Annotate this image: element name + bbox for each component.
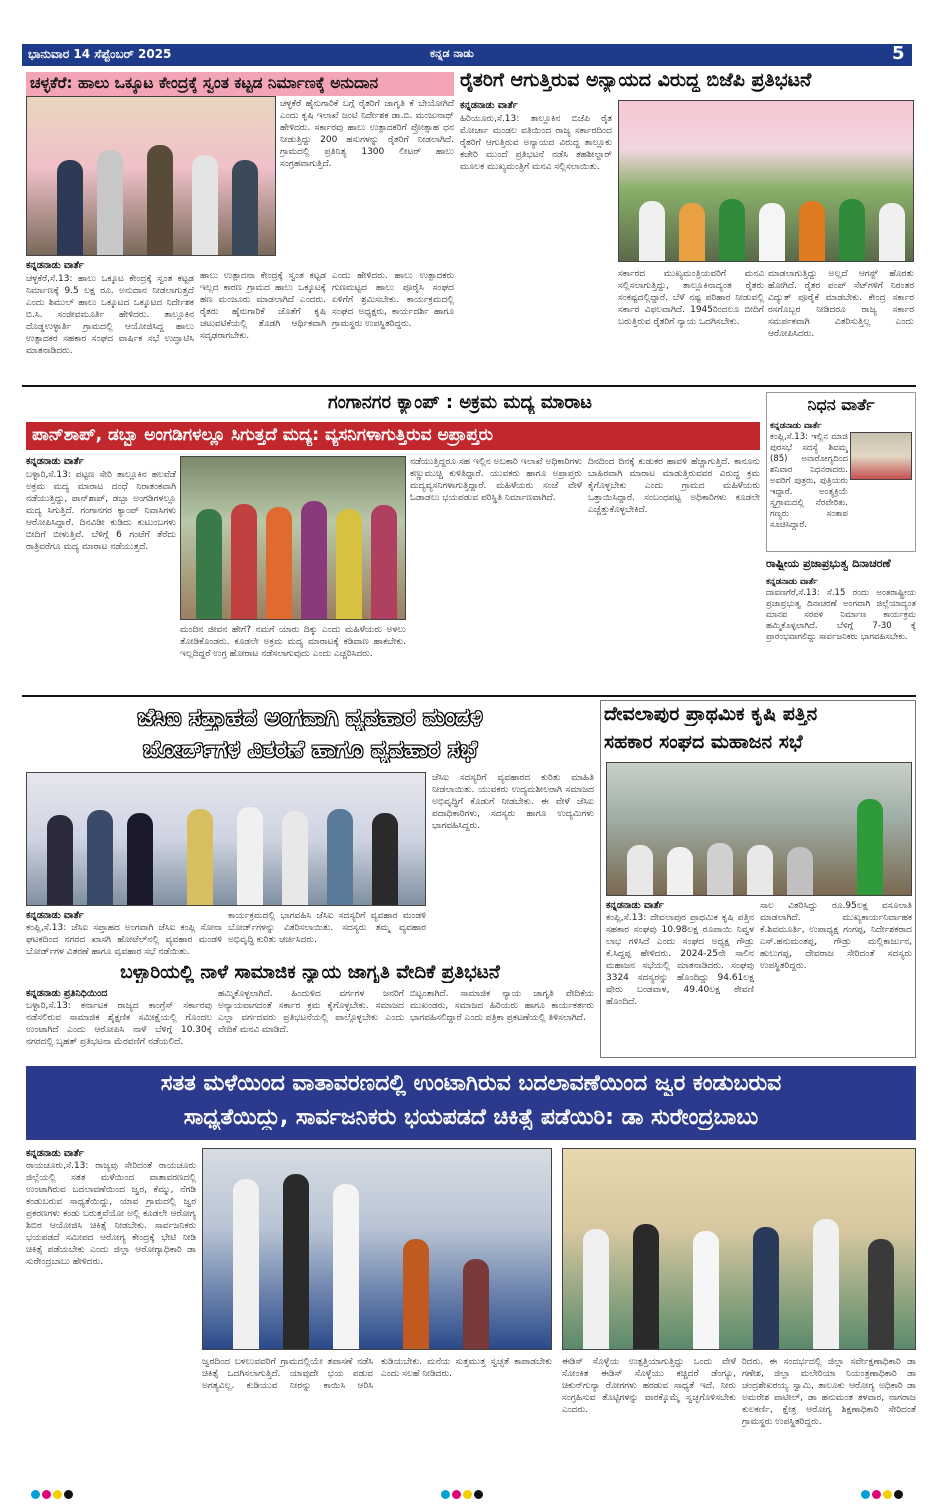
obituary-body: ಕಂಪ್ಲಿ,ಸೆ.13: ಇಲ್ಲಿನ ಮಾಜಿ ಪುರಸಭೆ ಸದಸ್ಯೆ ಶಿವಮ್ಮ (85) ಅನಾರೋಗ್ಯದಿಂದ ಶನಿವಾರ ನಿಧನರಾದರು. ಅವರಿಗೆ ಪುತ್ರರು, ಪುತ್ರಿಯರು ಇದ್ದಾರೆ. ಅಂತ್ಯಕ್ರಿಯೆ ಸ್ವಗ್ರಾಮದಲ್ಲಿ ನೆರವೇರಿತು. ಗಣ್ಯರು ಸಂತಾಪ ಸೂಚಿಸಿದ್ದಾರೆ. [770, 432, 848, 530]
print-registration-marks-center [440, 1484, 484, 1503]
fever-body-2: ಜ್ವರದಿಂದ ಬಳಲುವವರಿಗೆ ಗ್ರಾಮದಲ್ಲಿಯೇ ತಪಾಸಣೆ ನಡೆಸಿ ಚಿಕಿತ್ಸೆ ಒದಗಿಸಲಾಗುತ್ತಿದೆ. ಯಾವುದೇ ಭಯ ಪಡುವ ಅಗತ್ಯವಿಲ್ಲ. ಕುಡಿಯುವ ನೀರನ್ನು ಕಾಯಿಸಿ ಆರಿಸಿ ಕುಡಿಯಬೇಕು. ಮನೆಯ ಸುತ್ತಮುತ್ತ ಸ್ವಚ್ಛತೆ ಕಾಪಾಡಬೇಕು ಎಂದು ಸಲಹೆ ನೀಡಿದರು. [202, 1357, 552, 1391]
jci-byline: ಕನ್ನಡನಾಡು ವಾರ್ತೆ [26, 910, 84, 921]
story3-headline: ಪಾನ್‌ಶಾಪ್, ಡಬ್ಬಾ ಅಂಗಡಿಗಳಲ್ಲೂ ಸಿಗುತ್ತದೆ ಮದ್ಯ: ವ್ಯಸನಿಗಳಾಗುತ್ತಿರುವ ಅಪ್ರಾಪ್ತರು [32, 426, 494, 445]
democracy-body: ದಾವಣಗೆರೆ,ಸೆ.13: ಸೆ.15 ರಂದು ಅಂತರಾಷ್ಟ್ರೀಯ ಪ್ರಜಾಪ್ರಭುತ್ವ ದಿನಾಚರಣೆ ಅಂಗವಾಗಿ ಜಿಲ್ಲೆಯಾದ್ಯಂತ ಮಾನವ ಸರಪಳಿ ನಿರ್ಮಾಣ ಕಾರ್ಯಕ್ರಮ ಹಮ್ಮಿಕೊಳ್ಳಲಾಗಿದೆ. ಬೆಳಿಗ್ಗೆ 7-30 ಕ್ಕೆ ಪ್ರಾರಂಭವಾಗಲಿದ್ದು ಸಾರ್ವಜನಿಕರು ಭಾಗವಹಿಸಬೇಕು. [766, 588, 916, 642]
devalapur-body-1: ಕಂಪ್ಲಿ,ಸೆ.13: ದೇವಲಾಪುರ ಪ್ರಾಥಮಿಕ ಕೃಷಿ ಪತ್ತಿನ ಸಹಕಾರ ಸಂಘವು 10.98ಲಕ್ಷ ರೂಪಾಯಿ ನಿವ್ವಳ ಲಾಭ ಗಳಿಸಿದೆ ಎಂದು ಸಂಘದ ಅಧ್ಯಕ್ಷ ಗೌಡ್ರು ಕೆ.ಸಿದ್ದಪ್ಪ ಹೇಳಿದರು. 2024-25ನೇ ಸಾಲಿನ ಮಹಾಜನ ಸಭೆಯಲ್ಲಿ ಮಾತನಾಡಿದರು. ಸಂಘವು 3324 ಸದಸ್ಯರನ್ನು ಹೊಂದಿದ್ದು 94.61ಲಕ್ಷ ಷೇರು ಬಂಡವಾಳ, 49.40ಲಕ್ಷ ಠೇವಣಿ ಹೊಂದಿದೆ. [606, 913, 754, 1007]
story2-headline: ರೈತರಿಗೆ ಆಗುತ್ತಿರುವ ಅನ್ಯಾಯದ ವಿರುದ್ಧ ಬಿಜೆಪಿ ಪ್ರತಿಭಟನೆ [460, 70, 812, 91]
story3-body-2: ನಡೆಯುತ್ತಿದ್ದರೂ ಸಹ ಇಲ್ಲಿನ ಅಬಕಾರಿ ಇಲಾಖೆ ಅಧಿಕಾರಿಗಳು ಕಣ್ಣುಮುಚ್ಚಿ ಕುಳಿತಿದ್ದಾರೆ. ಯುವಕರು ಹಾಗೂ ಅಪ್ರಾಪ್ತರು ಮದ್ಯವ್ಯಸನಿಗಳಾಗುತ್ತಿದ್ದಾರೆ. ಮಹಿಳೆಯರು ಸಂಜೆ ವೇಳೆ ಓಡಾಡಲು ಭಯಪಡುವ ಪರಿಸ್ಥಿತಿ ನಿರ್ಮಾಣವಾಗಿದೆ. [410, 457, 582, 503]
bellary-body-3: ಬಿಟ್ಟಂತಾಗಿದೆ. ಸಾಮಾಜಿಕ ನ್ಯಾಯ ಜಾಗೃತಿ ವೇದಿಕೆಯ ಮುಖಂಡರು, ಸಮಾಜದ ಹಿರಿಯರು ಹಾಗೂ ಕಾರ್ಯಕರ್ತರು ಭಾಗವಹಿಸಲಿದ್ದಾರೆ ಎಂದು ಪತ್ರಿಕಾ ಪ್ರಕಟಣೆಯಲ್ಲಿ ತಿಳಿಸಲಾಗಿದೆ. [410, 989, 594, 1023]
story3-body-1: ಬಳ್ಳಾರಿ,ಸೆ.13: ಪಟ್ಟಣ ಸೇರಿ ತಾಲ್ಲೂಕಿನ ಹಲವೆಡೆ ಅಕ್ರಮ ಮದ್ಯ ಮಾರಾಟ ದಂಧೆ ನಿರಾತಂಕವಾಗಿ ನಡೆಯುತ್ತಿದ್ದು, ಪಾನ್‌ಶಾಪ್, ಡಬ್ಬಾ ಅಂಗಡಿಗಳಲ್ಲೂ ಮದ್ಯ ಸಿಗುತ್ತಿದೆ. ಗಂಗಾನಗರ ಕ್ಯಾಂಪ್ ನಿವಾಸಿಗಳು ಆರೋಪಿಸಿದ್ದಾರೆ. ದಿನವಿಡೀ ಕುಡಿದು ಕುಟುಂಬಗಳು ಬೀದಿಗೆ ಬೀಳುತ್ತಿವೆ. ಬೆಳಿಗ್ಗೆ 6 ಗಂಟೆಗೆ ತೆರೆದು ರಾತ್ರಿವರೆಗೂ ಮದ್ಯ ಮಾರಾಟ ನಡೆಯುತ್ತದೆ. [26, 470, 176, 552]
jci-body-3: ಜೆಸಿಐ ಸದಸ್ಯರಿಗೆ ವ್ಯವಹಾರದ ಕುರಿತು ಮಾಹಿತಿ ನೀಡಲಾಯಿತು. ಯುವಕರು ಉದ್ಯಮಶೀಲರಾಗಿ ಸಮಾಜದ ಅಭಿವೃದ್ಧಿಗೆ ಕೊಡುಗೆ ನೀಡಬೇಕು. ಈ ವೇಳೆ ಜೆಸಿಐ ಪದಾಧಿಕಾರಿಗಳು, ಸದಸ್ಯರು ಹಾಗೂ ಉದ್ಯಮಿಗಳು ಭಾಗವಹಿಸಿದ್ದರು. [432, 773, 594, 831]
page-number: 5 [892, 43, 905, 64]
divider-line [22, 385, 916, 387]
bellary-byline: ಕನ್ನಡನಾಡು ಪ್ರತಿನಿಧಿಯಿಂದ [26, 988, 108, 999]
story1-body-4: ಎಂದು ಹೇಳಿದರು. ಹಾಲು ಉತ್ಪಾದಕರು ಗುಣಮಟ್ಟದ ಹಾಲು ಪೂರೈಸಿ ಸಂಘದ ಏಳಿಗೆಗೆ ಶ್ರಮಿಸಬೇಕು. ಕಾರ್ಯಕ್ರಮದಲ್ಲಿ ಸಂಘದ ಅಧ್ಯಕ್ಷರು, ಕಾರ್ಯದರ್ಶಿ ಹಾಗೂ ಗ್ರಾಮಸ್ಥರು ಉಪಸ್ಥಿತರಿದ್ದರು. [332, 271, 454, 329]
fever-body-3: ಈಡಿಸ್ ಸೊಳ್ಳೆಯ ಉತ್ಪತ್ತಿಯಾಗುತ್ತಿದ್ದು ಒಂದು ವೇಳೆ ಸೋಂಕಿತ ಈಡಿಸ್ ಸೊಳ್ಳೆಯು ಕಚ್ಚಿದರೆ ಡೆಂಗ್ಯೂ, ಚಿಕುನ್‌ಗುನ್ಯಾ ರೋಗಗಳು ಹರಡುವ ಸಾಧ್ಯತೆ ಇದೆ. ನೀರು ಸಂಗ್ರಹಿಸುವ ತೊಟ್ಟಿಗಳನ್ನು ವಾರಕ್ಕೊಮ್ಮೆ ಸ್ವಚ್ಛಗೊಳಿಸಬೇಕು ಎಂದರು. [562, 1357, 736, 1415]
devalapur-byline: ಕನ್ನಡನಾಡು ವಾರ್ತೆ [606, 900, 664, 911]
story3-body-4: ಮಂದಿನ ಜೀವನ ಹೇಗೆ? ನಮಗೆ ಯಾರು ದಿಕ್ಕು ಎಂದು ಮಹಿಳೆಯರು ಅಳಲು ತೋಡಿಕೊಂಡರು. ಕೂಡಲೇ ಅಕ್ರಮ ಮದ್ಯ ಮಾರಾಟಕ್ಕೆ ಕಡಿವಾಣ ಹಾಕಬೇಕು. ಇಲ್ಲದಿದ್ದರೆ ಉಗ್ರ ಹೋರಾಟ ನಡೆಸಲಾಗುವುದು ಎಂದು ಎಚ್ಚರಿಸಿದರು. [180, 625, 406, 659]
story2-body-1: ಹಿರಿಯೂರು,ಸೆ.13: ತಾಲ್ಲೂಕಿನ ಬಿಜೆಪಿ ರೈತ ಮೋರ್ಚಾ ಮಂಡಲ ವತಿಯಿಂದ ರಾಜ್ಯ ಸರ್ಕಾರದಿಂದ ರೈತರಿಗೆ ಆಗುತ್ತಿರುವ ಅನ್ಯಾಯದ ವಿರುದ್ಧ ತಾಲ್ಲೂಕು ಕಚೇರಿ ಮುಂದೆ ಪ್ರತಿಭಟನೆ ನಡೆಸಿ ತಹಶೀಲ್ದಾರ್ ಮೂಲಕ ಮುಖ್ಯಮಂತ್ರಿಗೆ ಮನವಿ ಸಲ್ಲಿಸಲಾಯಿತು. [460, 114, 612, 172]
democracy-header: ರಾಷ್ಟ್ರೀಯ ಪ್ರಜಾಪ್ರಭುತ್ವ ದಿನಾಚರಣೆ [766, 558, 891, 570]
story1-headline: ಚಳ್ಳಕೆರೆ: ಹಾಲು ಒಕ್ಕೂಟ ಕೇಂದ್ರಕ್ಕೆ ಸ್ವಂತ ಕಟ್ಟಡ ನಿರ್ಮಾಣಕ್ಕೆ ಅನುದಾನ [26, 72, 454, 96]
jci-headline-2: ಬೋರ್ಡ್‌ಗಳ ವಿತರಣೆ ಹಾಗೂ ವ್ಯವಹಾರ ಸಭೆ [143, 737, 477, 763]
fever-photo-2 [562, 1148, 916, 1350]
bellary-headline: ಬಳ್ಳಾರಿಯಲ್ಲಿ ನಾಳೆ ಸಾಮಾಜಿಕ ನ್ಯಾಯ ಜಾಗೃತಿ ವೇದಿಕೆ ಪ್ರತಿಭಟನೆ [120, 962, 500, 983]
bellary-body-1: ಬಳ್ಳಾರಿ,ಸೆ.13: ಕರ್ನಾಟಕ ರಾಜ್ಯದ ಕಾಂಗ್ರೆಸ್ ಸರ್ಕಾರವು ನಡೆಸಲಿರುವ ಸಾಮಾಜಿಕ ಶೈಕ್ಷಣಿಕ ಸಮೀಕ್ಷೆಯಲ್ಲಿ ಗೊಂದಲ ಉಂಟಾಗಿದೆ ಎಂದು ಆರೋಪಿಸಿ ನಾಳೆ ಬೆಳಿಗ್ಗೆ 10.30ಕ್ಕೆ ನಗರದಲ್ಲಿ ಬೃಹತ್ ಪ್ರತಿಭಟನಾ ಮೆರವಣಿಗೆ ನಡೆಯಲಿದೆ. [26, 1001, 212, 1047]
print-registration-marks-left [30, 1484, 74, 1503]
story2-body-3: ಮಾಡಲಾಗುತ್ತಿದ್ದು ಅಲ್ಲದೆ ಆಗಸ್ಟ್ ಹೊರತು ಹೋಗಿದೆ. ರೈತರ ಪಂಪ್ ಸೆಟ್‌ಗಳಿಗೆ ನಿರಂತರ ವಿದ್ಯುತ್ ಪೂರೈಕೆ ಮಾಡಬೇಕು. ಕೇಂದ್ರ ಸರ್ಕಾರ ರಸಗೊಬ್ಬರ ನೀಡಿದರೂ ರಾಜ್ಯ ಸರ್ಕಾರ ಸಮರ್ಪಕವಾಗಿ ವಿತರಿಸುತ್ತಿಲ್ಲ ಎಂದು ಆರೋಪಿಸಿದರು. [768, 269, 914, 339]
jci-headline-1: ಜೆಸಿಐ ಸಪ್ತಾಹದ ಅಂಗವಾಗಿ ವ್ಯವಹಾರ ಮಂಡಳಿ [137, 705, 483, 731]
divider-line-2 [22, 695, 916, 697]
story2-photo [618, 100, 914, 262]
fever-byline: ಕನ್ನಡನಾಡು ವಾರ್ತೆ [26, 1148, 84, 1159]
democracy-byline: ಕನ್ನಡನಾಡು ವಾರ್ತೆ [766, 577, 818, 587]
devalapur-body-2: ಸಾಲ ವಿತರಿಸಿದ್ದು ರೂ.95ಲಕ್ಷ ವಸೂಲಾತಿ ಮಾಡಲಾಗಿದೆ. ಮುಖ್ಯಕಾರ್ಯನಿರ್ವಾಹಕ ಕೆ.ಶಿವಮೂರ್ತಿ, ಉಪಾಧ್ಯಕ್ಷ ಗಂಗಪ್ಪ, ನಿರ್ದೇಶಕರಾದ ಎಸ್.ಹನುಮಂತಪ್ಪ, ಗೌಡ್ರು ಮಲ್ಲಿಕಾರ್ಜುನ, ಹುಲುಗಪ್ಪ, ದೇವರಾಜ ಸೇರಿದಂತೆ ಸದಸ್ಯರು ಉಪಸ್ಥಿತರಿದ್ದರು. [760, 901, 912, 971]
devalapur-headline-1: ದೇವಲಾಪುರ ಪ್ರಾಥಮಿಕ ಕೃಷಿ ಪತ್ತಿನ [604, 704, 818, 725]
ganganagar-section-title: ಗಂಗಾನಗರ ಕ್ಯಾಂಪ್ : ಅಕ್ರಮ ಮದ್ಯ ಮಾರಾಟ [327, 393, 593, 413]
jci-body-2: ಕಾರ್ಯಕ್ರಮದಲ್ಲಿ ಭಾಗವಹಿಸಿ ಜೆಸಿಐ ಸದಸ್ಯರಿಗೆ ವ್ಯವಹಾರ ಮಂಡಳಿ ಬೋರ್ಡ್‌ಗಳನ್ನು ವಿತರಿಸಲಾಯಿತು. ಸದಸ್ಯರು ತಮ್ಮ ವ್ಯವಹಾರ ಅಭಿವೃದ್ಧಿ ಕುರಿತು ಚರ್ಚಿಸಿದರು. [228, 911, 426, 945]
story1-body-3: ಹಾಲು ಉತ್ಪಾದನಾ ಕೇಂದ್ರಕ್ಕೆ ಸ್ವಂತ ಕಟ್ಟಡ ಇಲ್ಲದ ಕಾರಣ ಗ್ರಾಮದ ಹಾಲು ಒಕ್ಕೂಟಕ್ಕೆ ಹಣ ಮಂಜೂರು ಮಾಡಲಾಗಿದೆ ಎಂದರು. ರೈತರು ಹೈನುಗಾರಿಕೆ ಜೊತೆಗೆ ಕೃಷಿ ಚಟುವಟಿಕೆಯಲ್ಲಿ ತೊಡಗಿ ಆರ್ಥಿಕವಾಗಿ ಸದೃಢರಾಗಬೇಕು. [200, 271, 326, 341]
jci-photo [26, 772, 426, 906]
story1-body-2: ಚಳ್ಳಕೆರೆ ಹೈನುಗಾರಿಕೆ ಬಗ್ಗೆ ರೈತರಿಗೆ ಜಾಗೃತಿ ಕೆ ಬೇಯೋಗಿದೆ ಎಂದು ಕೃಷಿ ಇಲಾಖೆ ಜಂಟಿ ನಿರ್ದೇಶಕ ಡಾ.ಬಿ. ಮಂಜುನಾಥ್ ಹೇಳಿದರು. ಸರ್ಕಾರವು ಹಾಲು ಉತ್ಪಾದಕರಿಗೆ ಪ್ರೋತ್ಸಾಹ ಧನ ನೀಡುತ್ತಿದ್ದು 200 ಹಸುಗಳನ್ನು ರೈತರಿಗೆ ನೀಡಲಾಗಿದೆ. ಗ್ರಾಮದಲ್ಲಿ ಪ್ರತಿನಿತ್ಯ 1300 ಲೀಟರ್ ಹಾಲು ಸಂಗ್ರಹವಾಗುತ್ತಿದೆ. [280, 99, 454, 169]
devalapur-headline-2: ಸಹಕಾರ ಸಂಘದ ಮಹಾಜನ ಸಭೆ [604, 732, 803, 753]
story3-body-3: ದಿನದಿಂದ ದಿನಕ್ಕೆ ಕುಡುಕರ ಹಾವಳಿ ಹೆಚ್ಚಾಗುತ್ತಿದೆ. ಕಾನೂನು ಬಾಹಿರವಾಗಿ ಮಾರಾಟ ಮಾಡುತ್ತಿರುವವರ ವಿರುದ್ಧ ಕ್ರಮ ಕೈಗೊಳ್ಳಬೇಕು ಎಂದು ಗ್ರಾಮದ ಮಹಿಳೆಯರು ಒತ್ತಾಯಿಸಿದ್ದಾರೆ. ಸಂಬಂಧಪಟ್ಟ ಅಧಿಕಾರಿಗಳು ಕೂಡಲೇ ಎಚ್ಚೆತ್ತುಕೊಳ್ಳಬೇಕಿದೆ. [588, 457, 760, 515]
story1-photo [26, 96, 276, 256]
story1-body-1: ಚಳ್ಳಕೆರೆ,ಸೆ.13: ಹಾಲು ಒಕ್ಕೂಟ ಕೇಂದ್ರಕ್ಕೆ ಸ್ವಂತ ಕಟ್ಟಡ ನಿರ್ಮಾಣಕ್ಕೆ 9.5 ಲಕ್ಷ ರೂ. ಅನುದಾನ ನೀಡಲಾಗುತ್ತದೆ ಎಂದು ಶಿಮುಲ್ ಹಾಲು ಒಕ್ಕೂಟದ ಒಕ್ಕೂಟದ ನಿರ್ದೇಶಕ ಬಿ.ಸಿ. ಸಂಜೀವಮೂರ್ತಿ ಹೇಳಿದರು. ತಾಲ್ಲೂಕಿನ ದೊಡ್ಡಉಳ್ಳಾರ್ತಿ ಗ್ರಾಮದಲ್ಲಿ ಆಯೋಜಿಸಿದ್ದ ಹಾಲು ಉತ್ಪಾದಕರ ಸಹಕಾರ ಸಂಘದ ವಾರ್ಷಿಕ ಸಭೆ ಉದ್ಘಾಟಿಸಿ ಮಾತನಾಡಿದರು. [26, 274, 194, 356]
bellary-body-2: ಹಮ್ಮಿಕೊಳ್ಳಲಾಗಿದೆ. ಹಿಂದುಳಿದ ವರ್ಗಗಳ ಜನರಿಗೆ ಅನ್ಯಾಯವಾಗದಂತೆ ಸರ್ಕಾರ ಕ್ರಮ ಕೈಗೊಳ್ಳಬೇಕು. ಸಮಾಜದ ಎಲ್ಲಾ ವರ್ಗದವರು ಪ್ರತಿಭಟನೆಯಲ್ಲಿ ಪಾಲ್ಗೊಳ್ಳಬೇಕು ಎಂದು ವೇದಿಕೆ ಮನವಿ ಮಾಡಿದೆ. [218, 989, 404, 1035]
devalapur-photo [606, 762, 912, 896]
fever-body-1: ರಾಯಚೂರು,ಸೆ.13: ರಾಜ್ಯವು ಸೇರಿದಂತೆ ರಾಯಚೂರು ಜಿಲ್ಲೆಯಲ್ಲಿ ಸತತ ಮಳೆಯಿಂದ ವಾತಾವರಣದಲ್ಲಿ ಉಂಟಾಗಿರುವ ಬದಲಾವಣೆಯಿಂದ ಜ್ವರ, ಕೆಮ್ಮು, ನೆಗಡಿ ಕಂಡುಬರುವ ಸಾಧ್ಯತೆಯಿದ್ದು, ಯಾವ ಗ್ರಾಮದಲ್ಲಿ ಜ್ವರ ಪ್ರಕರಣಗಳು ಕಂಡು ಬರುತ್ತವೆಯೋ ಅಲ್ಲಿ ಕೂಡಲೇ ಆರೋಗ್ಯ ಶಿಬಿರ ಆಯೋಜಿಸಿ ಚಿಕಿತ್ಸೆ ನೀಡಬೇಕು. ಸಾರ್ವಜನಿಕರು ಭಯಪಡದೆ ಸಮೀಪದ ಆರೋಗ್ಯ ಕೇಂದ್ರಕ್ಕೆ ಭೇಟಿ ನೀಡಿ ಚಿಕಿತ್ಸೆ ಪಡೆಯಬೇಕು ಎಂದು ಜಿಲ್ಲಾ ಆರೋಗ್ಯಾಧಿಕಾರಿ ಡಾ ಸುರೇಂದ್ರಬಾಬು ಹೇಳಿದರು. [26, 1161, 196, 1267]
story2-byline: ಕನ್ನಡನಾಡು ವಾರ್ತೆ [460, 100, 518, 111]
masthead-paper-name: ಕನ್ನಡ ನಾಡು [430, 47, 474, 60]
story3-photo [180, 456, 406, 620]
fever-headline-1: ಸತತ ಮಳೆಯಿಂದ ವಾತಾವರಣದಲ್ಲಿ ಉಂಟಾಗಿರುವ ಬದಲಾವಣೆಯಿಂದ ಜ್ವರ ಕಂಡುಬರುವ [160, 1071, 782, 1096]
story3-byline: ಕನ್ನಡನಾಡು ವಾರ್ತೆ [26, 456, 84, 467]
print-registration-marks-right [860, 1484, 904, 1503]
jci-body-1: ಕಂಪ್ಲಿ,ಸೆ.13: ಜೆಸಿಐ ಸಪ್ತಾಹದ ಅಂಗವಾಗಿ ಜೆಸಿಐ ಕಂಪ್ಲಿ ಸೋನಾ ಘಟಕದಿಂದ ನಗರದ ಖಾಸಗಿ ಹೋಟೆಲ್‌ನಲ್ಲಿ ವ್ಯವಹಾರ ಮಂಡಳಿ ಬೋರ್ಡ್‌ಗಳ ವಿತರಣೆ ಹಾಗೂ ವ್ಯವಹಾರ ಸಭೆ ನಡೆಯಿತು. [26, 923, 222, 956]
fever-body-4: ರಿದರು. ಈ ಸಂದರ್ಭದಲ್ಲಿ ಜಿಲ್ಲಾ ಸರ್ವೇಕ್ಷಣಾಧಿಕಾರಿ ಡಾ ಗಣೇಶ, ಜಿಲ್ಲಾ ಮಲೇರಿಯಾ ನಿಯಂತ್ರಣಾಧಿಕಾರಿ ಡಾ ಚಂದ್ರಶೇಖರಯ್ಯ ಸ್ವಾಮಿ, ತಾಲೂಕು ಆರೋಗ್ಯ ಅಧಿಕಾರಿ ಡಾ ಅಮರೇಶ ಪಾಟೀಲ್, ಡಾ ಹನುಮಂತ ತಳವಾರ, ನಾಗರಾಜ ಕುಲಕರ್ಣಿ, ಕ್ಷೇತ್ರ ಆರೋಗ್ಯ ಶಿಕ್ಷಣಾಧಿಕಾರಿ ಸೇರಿದಂತೆ ಗ್ರಾಮಸ್ಥರು ಉಪಸ್ಥಿತರಿದ್ದರು. [742, 1357, 916, 1427]
obituary-photo [850, 432, 912, 480]
fever-photo-1 [202, 1148, 552, 1350]
fever-headline-2: ಸಾಧ್ಯತೆಯಿದ್ದು, ಸಾರ್ವಜನಿಕರು ಭಯಪಡದೆ ಚಿಕಿತ್ಸೆ ಪಡೆಯಿರಿ: ಡಾ ಸುರೇಂದ್ರಬಾಬು [183, 1105, 759, 1130]
masthead-date: ಭಾನುವಾರ 14 ಸೆಪ್ಟೆಂಬರ್ 2025 [28, 47, 172, 61]
story2-body-2: ಸರ್ಕಾರದ ಮುಖ್ಯಮಂತ್ರಿಯವರಿಗೆ ಮನವಿ ಸಲ್ಲಿಸಲಾಗುತ್ತಿದ್ದು, ತಾಲ್ಲೂಕಿನಾದ್ಯಂತ ರೈತರು ಸಂಕಷ್ಟದಲ್ಲಿದ್ದಾರೆ. ಬೆಳೆ ನಷ್ಟ ಪರಿಹಾರ ನೀಡುವಲ್ಲಿ ಸರ್ಕಾರ ವಿಫಲವಾಗಿದೆ. 1945ರಿಂದಲೂ ಬೀದಿಗೆ ಬರುತ್ತಿರುವ ರೈತರಿಗೆ ನ್ಯಾಯ ಒದಗಿಸಬೇಕು. [618, 269, 764, 327]
obituary-byline: ಕನ್ನಡನಾಡು ವಾರ್ತೆ [770, 421, 822, 431]
obituary-header: ನಿಧನ ವಾರ್ತೆ [807, 396, 875, 414]
story1-byline: ಕನ್ನಡನಾಡು ವಾರ್ತೆ [26, 260, 84, 271]
